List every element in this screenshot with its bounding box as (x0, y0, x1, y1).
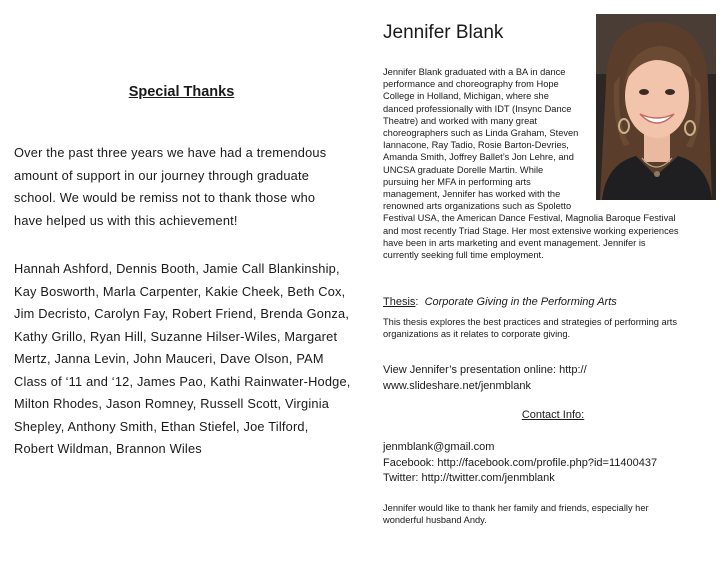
thesis-colon: : (415, 296, 425, 308)
intro-line: school. We would be remiss not to thank those who (14, 190, 316, 205)
thanks-note-line: wonderful husband Andy. (383, 515, 487, 526)
bio-line: Amanda Smith, Joffrey Ballet’s Jon Lehre, and (383, 152, 574, 163)
bio-line: Iannacone, Ray Tadio, Rosie Barton-Devries, (383, 140, 569, 151)
intro-line: have helped us with this achievement! (14, 212, 238, 228)
thanks-names-list (14, 258, 359, 461)
contact-twitter[interactable]: Twitter: http://twitter.com/jenmblank (383, 472, 555, 485)
bio-line: and most recently Triad Stage. Her most extensive working experiences (383, 225, 679, 236)
bio-line: danced professionally with IDT (Insync Dance (383, 103, 572, 114)
names-line: Robert Wildman, Brannon Wiles (14, 441, 202, 456)
intro-line: Over the past three years we have had a tremendous (14, 145, 327, 160)
contact-email[interactable]: jenmblank@gmail.com (383, 441, 495, 453)
thesis-heading (383, 296, 617, 308)
profile-name: Jennifer Blank (383, 22, 504, 43)
bio-line: College in Holland, Michigan, where she (383, 91, 549, 102)
thesis-desc-line: This thesis explores the best practices and strategies of performing arts (383, 317, 678, 327)
bio-line: choreographers such as Linda Graham, Steven (383, 128, 579, 139)
special-thanks-intro (14, 142, 359, 232)
thesis-title: Corporate Giving in the Performing Arts (424, 296, 617, 308)
thesis-desc-line: organizations as it relates to corporate giving. (383, 329, 571, 340)
bio-line: currently seeking full time employment. (383, 250, 544, 261)
contact-list (383, 440, 657, 487)
bio-line: Theatre) and worked with many great (383, 115, 537, 126)
names-line: Hannah Ashford, Dennis Booth, Jamie Call Blankinship, (14, 261, 340, 276)
bio-line: performance and choreography from Hope (383, 79, 559, 90)
names-line: Kathy Grillo, Ryan Hill, Suzanne Hilser-Wiles, Margaret (14, 328, 338, 344)
intro-line: amount of support in our journey through graduate (14, 167, 310, 183)
names-line: Jim Decristo, Carolyn Fay, Robert Friend, Brenda Gonza, (14, 306, 350, 321)
names-line: Shepley, Anthony Smith, Ethan Stiefel, Joe Tilford, (14, 418, 309, 434)
presentation-line: View Jennifer’s presentation online: http:// (383, 364, 587, 376)
thesis-description (383, 316, 677, 340)
bio-line: Festival USA, the American Dance Festival, Magnolia Baroque Festival (383, 213, 676, 224)
thesis-label: Thesis (383, 296, 416, 308)
bio-line: UNCSA graduate Dorelle Martin. While (383, 164, 544, 175)
bio-line: pursuing her MFA in performing arts (383, 176, 531, 187)
bio-line: renowned arts organizations such as Spoletto (383, 201, 572, 212)
profile-bio (383, 66, 679, 261)
names-line: Kay Bosworth, Marla Carpenter, Kakie Cheek, Beth Cox, (14, 283, 346, 299)
bio-line: management, Jennifer has worked with the (383, 189, 561, 200)
names-line: Mertz, Janna Levin, John Mauceri, Dave Olson, PAM (14, 351, 324, 366)
presentation-link[interactable] (383, 362, 587, 394)
contact-facebook[interactable]: Facebook: http://facebook.com/profile.php?id=11400437 (383, 456, 658, 469)
bio-line: have been in arts marketing and event management. Jennifer is (383, 237, 646, 248)
thanks-note-line: Jennifer would like to thank her family and friends, especially her (383, 503, 649, 513)
names-line: Milton Rhodes, Jason Romney, Russell Scott, Virginia (14, 396, 330, 411)
bio-line: Jennifer Blank graduated with a BA in dance (383, 67, 566, 77)
names-line: Class of ‘11 and ‘12, James Pao, Kathi Rainwater-Hodge, (14, 373, 351, 389)
contact-info-title: Contact Info: (521, 409, 585, 421)
thanks-note (383, 502, 649, 526)
presentation-line: www.slideshare.net/jenmblank (383, 380, 531, 392)
special-thanks-title: Special Thanks (128, 84, 235, 100)
